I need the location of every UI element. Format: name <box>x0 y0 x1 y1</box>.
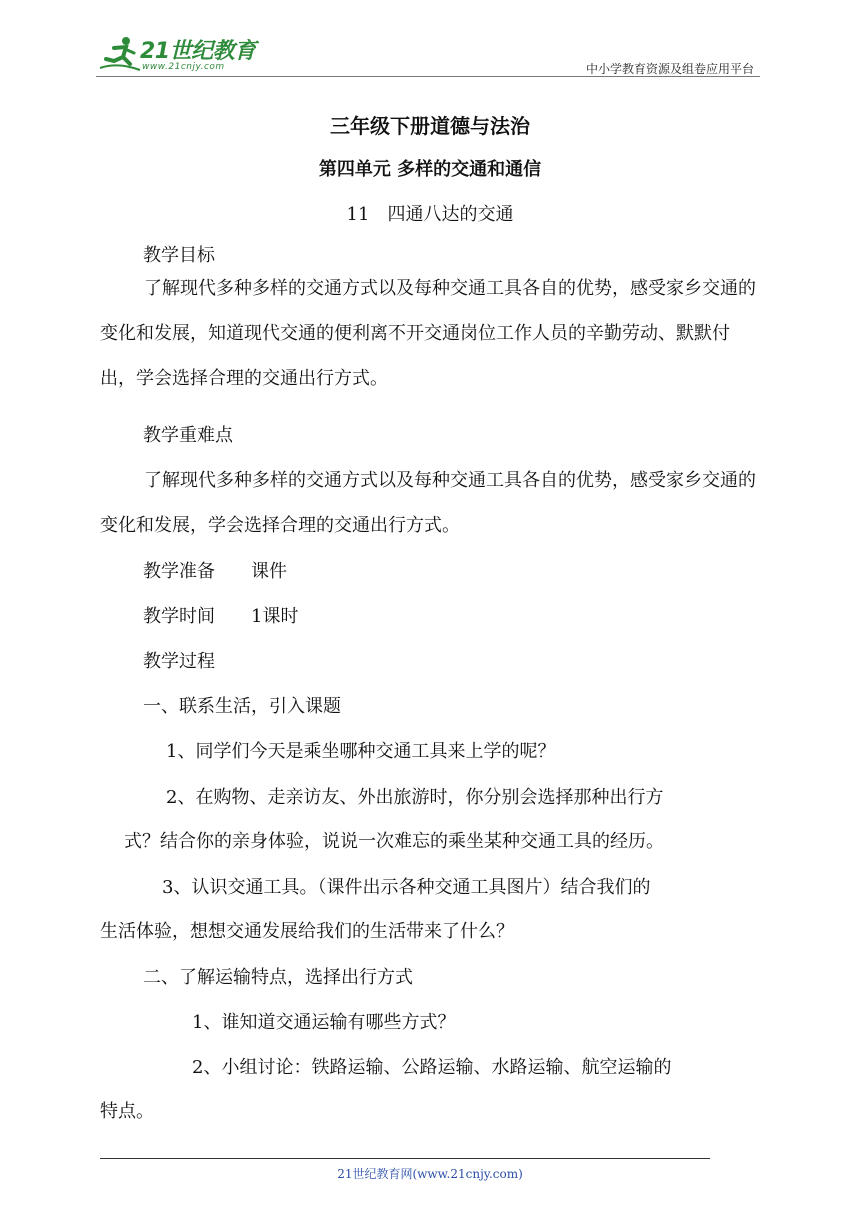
unit-title: 第四单元 多样的交通和通信 <box>318 159 542 180</box>
item-2-line-1: 2、小组讨论：铁路运输、公路运输、水路运输、航空运输的 <box>192 1057 672 1078</box>
document-title: 三年级下册道德与法治 <box>330 114 530 138</box>
key-text: 了解现代多种多样的交通方式以及每种交通工具各自的优势，感受家乡交通的变化和发展，学会选择合理的交通出行方式。 <box>100 470 756 536</box>
runner-logo-icon <box>96 34 142 74</box>
goal-heading: 教学目标 <box>143 245 215 266</box>
item-1: 1、谁知道交通运输有哪些方式？ <box>192 1012 456 1033</box>
question-3-line-1: 3、认识交通工具。（课件出示各种交通工具图片）结合我们的 <box>162 877 651 898</box>
header-tagline: 中小学教育资源及组卷应用平台 <box>585 62 754 76</box>
footer-link[interactable]: 21世纪教育网(www.21cnjy.com) <box>337 1167 523 1181</box>
question-2-line-2: 式？结合你的亲身体验，说说一次难忘的乘坐某种交通工具的经历。 <box>124 831 664 852</box>
footer-divider <box>100 1158 710 1159</box>
site-logo[interactable] <box>96 34 266 74</box>
prep-line: 教学准备 课件 <box>143 561 287 582</box>
lesson-title: 11 四通八达的交通 <box>346 204 514 225</box>
question-3-line-2: 生活体验，想想交通发展给我们的生活带来了什么？ <box>100 921 514 942</box>
logo-url: www.21cnjy.com <box>142 62 225 72</box>
logo-text: 21世纪教育 <box>140 39 256 64</box>
question-1: 1、同学们今天是乘坐哪种交通工具来上学的呢？ <box>166 741 556 762</box>
section-2-heading: 二、了解运输特点，选择出行方式 <box>143 967 413 988</box>
key-heading: 教学重难点 <box>143 425 233 446</box>
header-divider <box>96 76 760 77</box>
goal-text: 了解现代多种多样的交通方式以及每种交通工具各自的优势，感受家乡交通的变化和发展，知道现代交通的便利离不开交通岗位工作人员的辛勤劳动、默默付出，学会选择合理的交通出行方式。 <box>100 278 756 389</box>
page-header <box>96 32 760 78</box>
goal-paragraph <box>100 266 760 401</box>
key-paragraph <box>100 458 760 548</box>
process-heading: 教学过程 <box>143 651 215 672</box>
section-1-heading: 一、联系生活，引入课题 <box>143 696 341 717</box>
time-line: 教学时间 1课时 <box>143 606 299 627</box>
item-2-line-2: 特点。 <box>100 1101 154 1122</box>
question-2-line-1: 2、在购物、走亲访友、外出旅游时，你分别会选择那种出行方 <box>166 787 664 808</box>
